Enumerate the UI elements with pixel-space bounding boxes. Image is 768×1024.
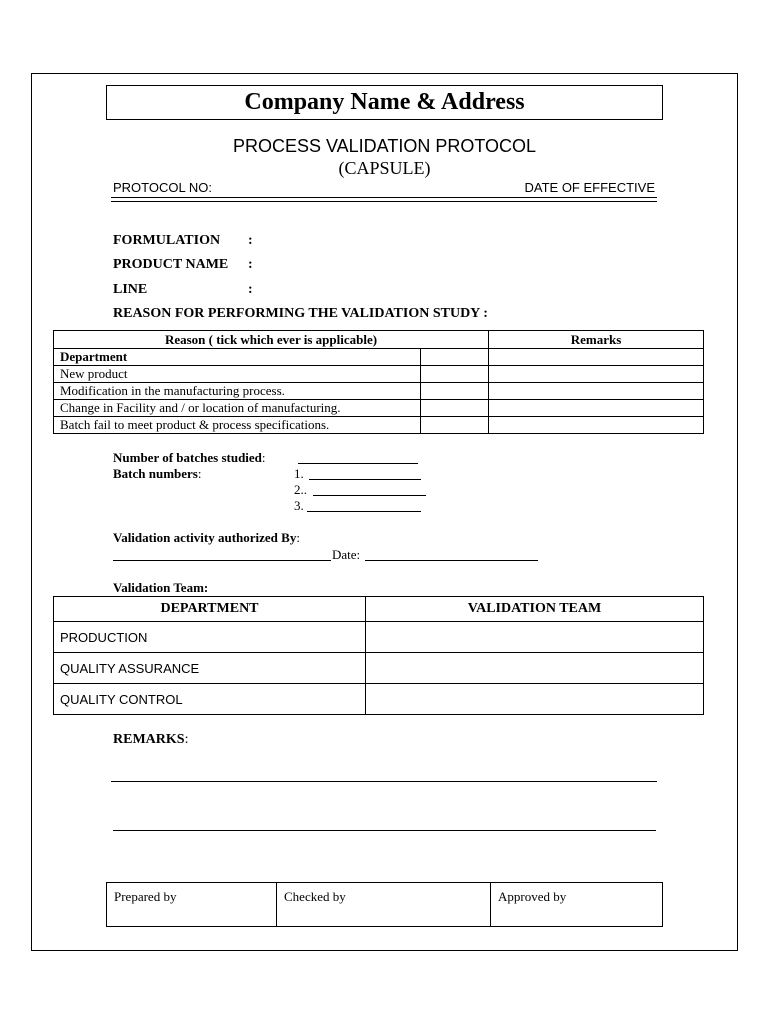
- remarks-cell[interactable]: [489, 383, 704, 400]
- page-frame: [31, 73, 738, 951]
- department-label: Department: [54, 349, 421, 366]
- tick-cell[interactable]: [421, 349, 489, 366]
- batch-number-3-label: 3.: [294, 498, 304, 513]
- table-row: [54, 653, 704, 684]
- tick-cell[interactable]: [421, 366, 489, 383]
- line-label: LINE: [113, 282, 148, 297]
- date-of-effective-label: DATE OF EFFECTIVE: [524, 180, 655, 195]
- batch-number-1-label: 1.: [294, 466, 304, 481]
- batch-numbers-label: Batch numbers: [113, 466, 198, 481]
- team-member-cell[interactable]: [366, 684, 704, 715]
- product-name-label: PRODUCT NAME: [113, 257, 229, 272]
- batch-number-1-field[interactable]: [309, 466, 421, 480]
- remarks-cell[interactable]: [489, 349, 704, 366]
- batches-studied: [113, 450, 266, 466]
- batches-studied-colon: :: [261, 450, 266, 465]
- reason-cell: Change in Facility and / or location of manufacturing.: [54, 400, 421, 417]
- authorized-by-label: Validation activity authorized By: [113, 530, 297, 545]
- table-row: [54, 417, 704, 434]
- batch-numbers: [113, 466, 202, 482]
- batch-number-2-field[interactable]: [313, 482, 426, 496]
- reason-cell: New product: [54, 366, 421, 383]
- line-colon: :: [248, 282, 253, 297]
- remarks: [113, 732, 188, 748]
- validation-team-header: VALIDATION TEAM: [366, 597, 704, 622]
- batches-studied-label: Number of batches studied: [113, 450, 262, 465]
- remarks-line-2[interactable]: [113, 830, 656, 831]
- batches-studied-field[interactable]: [298, 450, 418, 464]
- department-cell: QUALITY CONTROL: [54, 684, 366, 715]
- approved-by-cell[interactable]: Approved by: [491, 883, 663, 927]
- remarks-label: REMARKS: [113, 732, 185, 747]
- team-member-cell[interactable]: [366, 622, 704, 653]
- table-row: [54, 622, 704, 653]
- remarks-cell[interactable]: [489, 417, 704, 434]
- company-name: Company Name & Address: [106, 85, 663, 120]
- header-divider: [111, 197, 657, 202]
- remarks-line-1[interactable]: [111, 781, 657, 782]
- document-title: PROCESS VALIDATION PROTOCOL: [232, 136, 537, 156]
- department-cell: PRODUCTION: [54, 622, 366, 653]
- tick-cell[interactable]: [421, 383, 489, 400]
- protocol-no-label: PROTOCOL NO:: [113, 180, 212, 195]
- table-row: [54, 684, 704, 715]
- batch-number-3-field[interactable]: [307, 498, 421, 512]
- remarks-cell[interactable]: [489, 366, 704, 383]
- remarks-header: Remarks: [489, 331, 704, 349]
- tick-cell[interactable]: [421, 400, 489, 417]
- authorized-by-colon: :: [296, 530, 300, 545]
- remarks-cell[interactable]: [489, 400, 704, 417]
- reason-header: Reason ( tick which ever is applicable): [54, 331, 489, 349]
- product-name-colon: :: [248, 257, 253, 272]
- department-header: DEPARTMENT: [54, 597, 366, 622]
- validation-team-title: Validation Team:: [113, 580, 209, 595]
- formulation-colon: :: [248, 233, 253, 248]
- reason-cell: Batch fail to meet product & process specifications.: [54, 417, 421, 434]
- team-member-cell[interactable]: [366, 653, 704, 684]
- signature-table: [106, 882, 663, 927]
- table-row: [54, 366, 704, 383]
- batch-numbers-colon: :: [197, 466, 202, 481]
- department-cell: QUALITY ASSURANCE: [54, 653, 366, 684]
- validation-team-table: [53, 596, 704, 715]
- checked-by-cell[interactable]: Checked by: [277, 883, 491, 927]
- date-label: Date:: [332, 547, 361, 562]
- reason-title: REASON FOR PERFORMING THE VALIDATION STUDY :: [113, 306, 488, 321]
- authorized-by: [113, 530, 300, 546]
- prepared-by-cell[interactable]: Prepared by: [107, 883, 277, 927]
- table-row: [54, 400, 704, 417]
- batch-number-2-label: 2..: [294, 482, 307, 497]
- reason-cell: Modification in the manufacturing process.: [54, 383, 421, 400]
- reason-table: [53, 330, 704, 434]
- document-subtitle: (CAPSULE): [338, 158, 431, 178]
- authorized-by-field[interactable]: [113, 547, 331, 561]
- date-field[interactable]: [365, 547, 538, 561]
- formulation-label: FORMULATION: [113, 233, 221, 248]
- tick-cell[interactable]: [421, 417, 489, 434]
- table-row: [54, 383, 704, 400]
- remarks-colon: :: [184, 732, 189, 747]
